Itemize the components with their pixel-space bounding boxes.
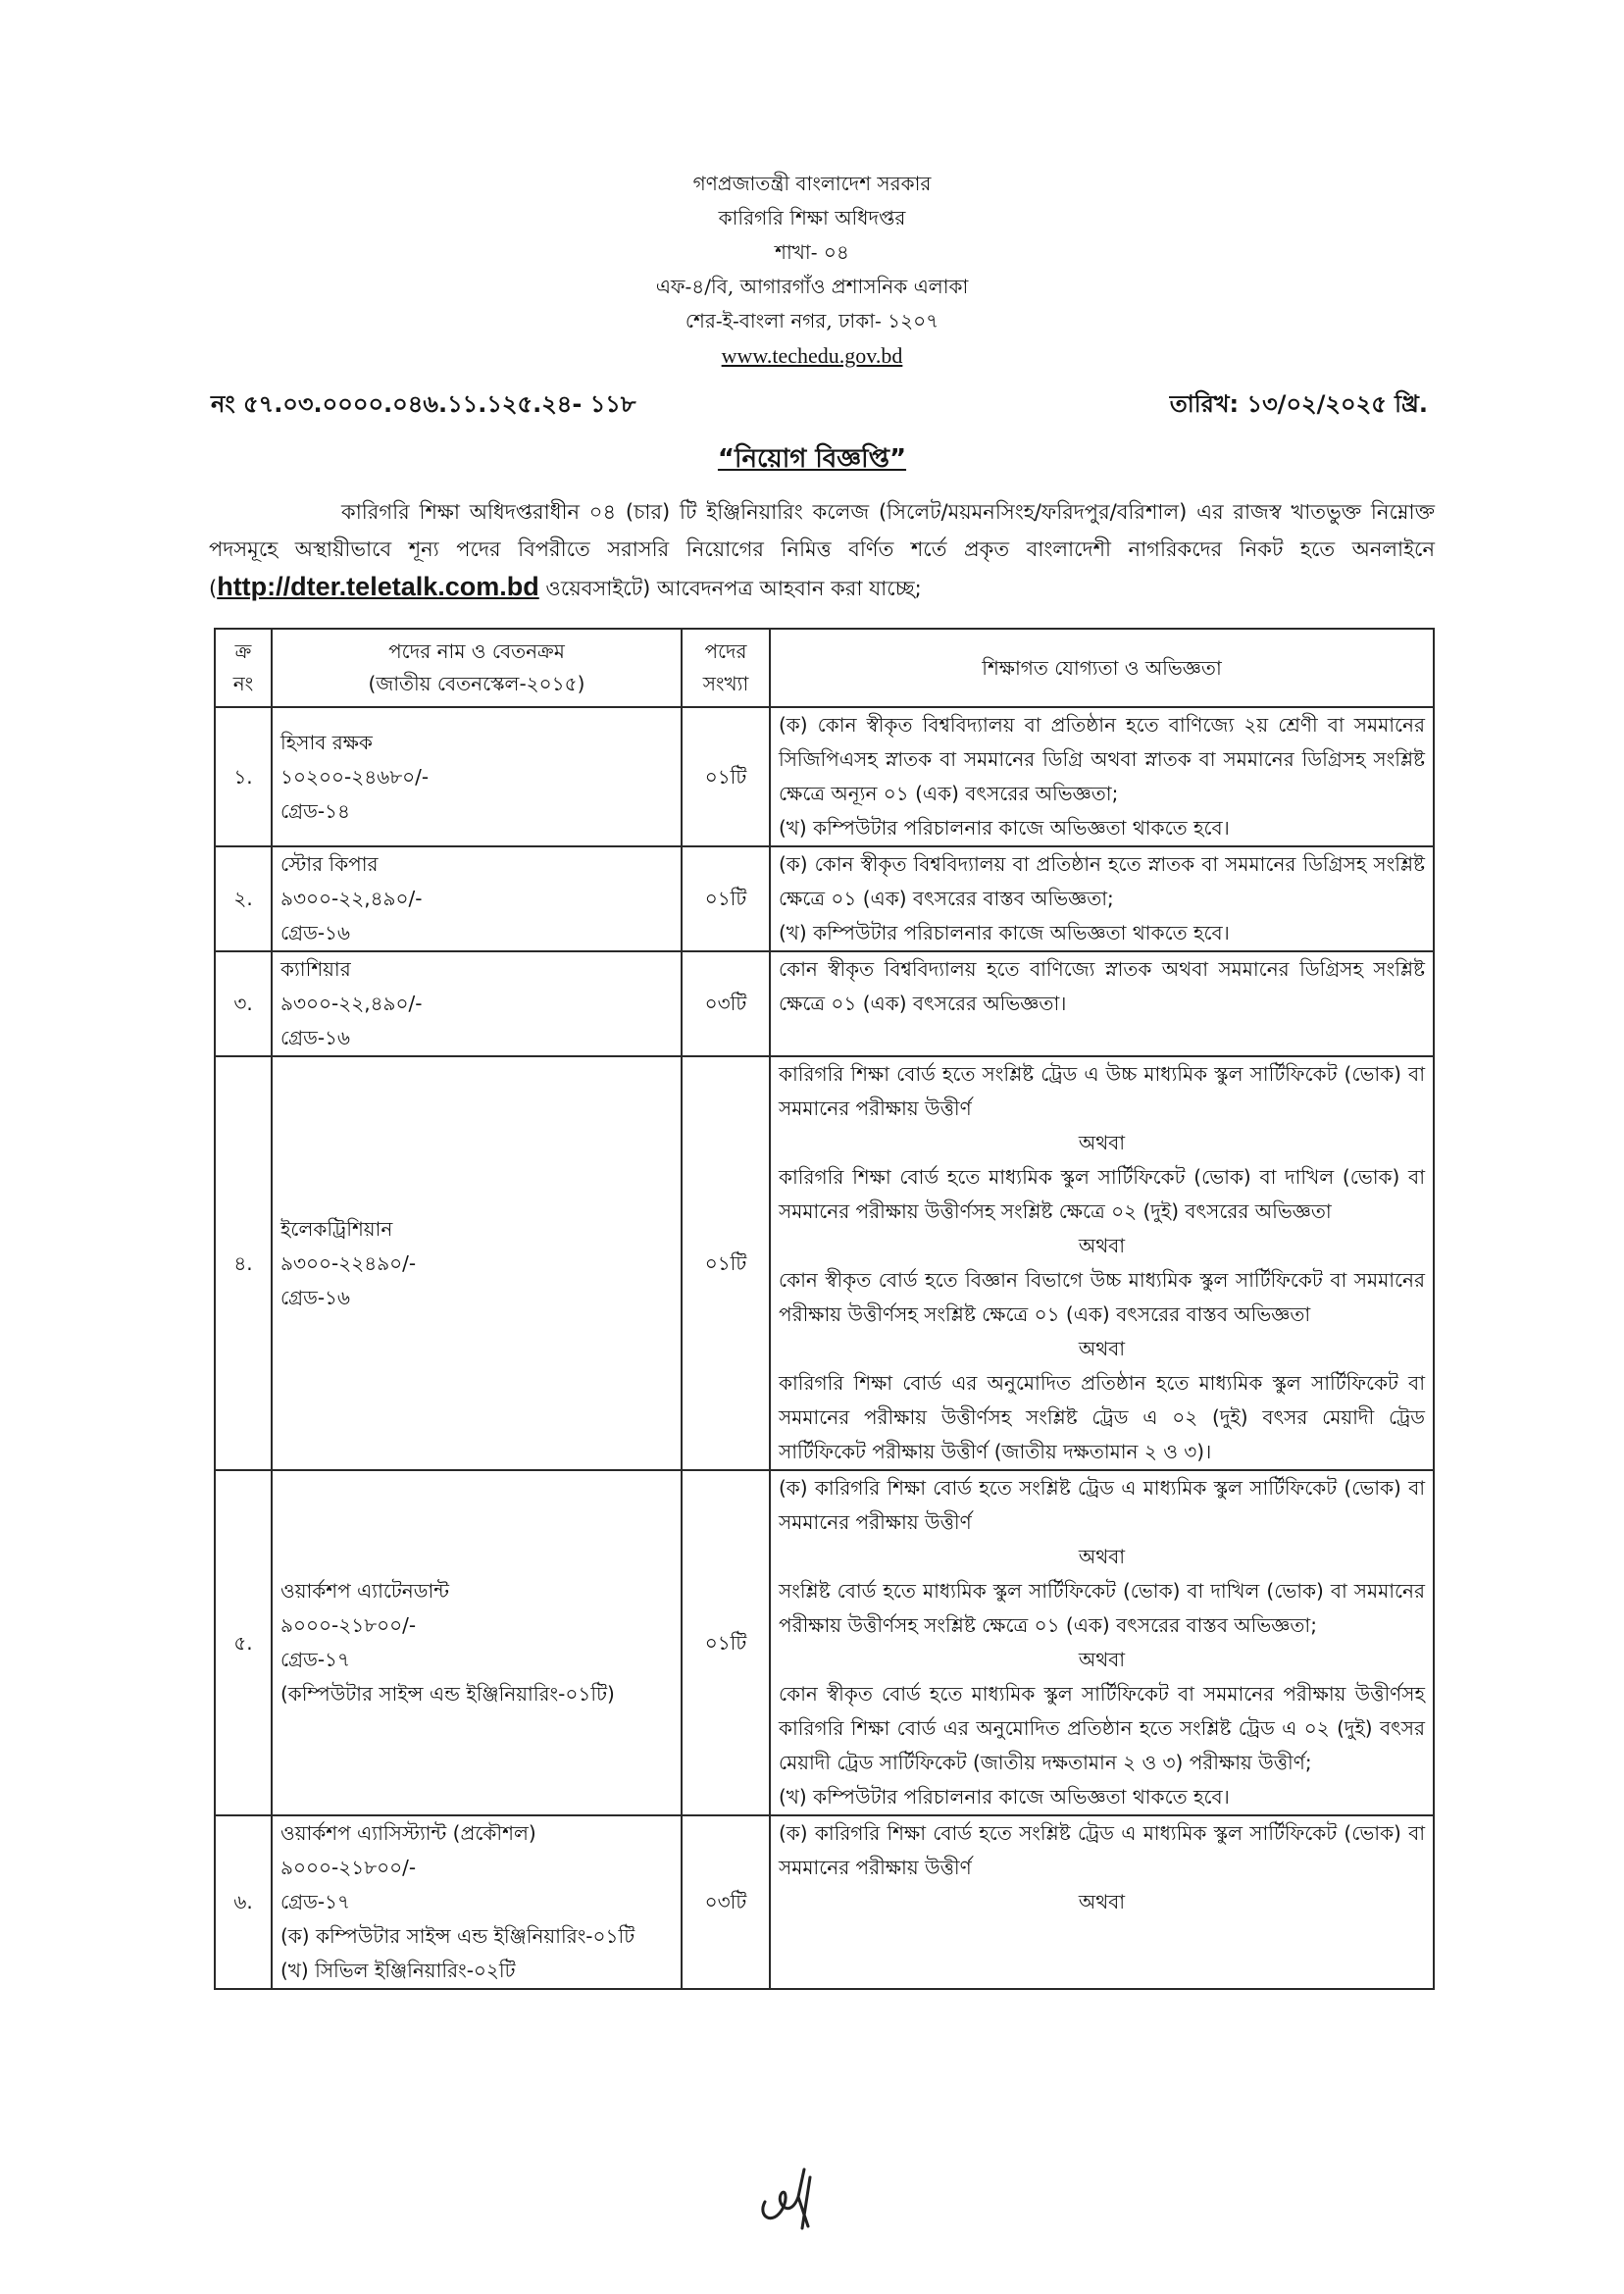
address-line-1: এফ-৪/বি, আগারগাঁও প্রশাসনিক এলাকা [655, 275, 969, 298]
post-grade: গ্রেড-১৪ [280, 798, 350, 823]
post-grade: গ্রেড-১৬ [280, 1026, 351, 1049]
row-serial: ৩. [215, 951, 272, 1056]
row-serial: ৫. [215, 1470, 272, 1815]
post-scale: ৯৩০০-২২৪৯০/- [280, 1250, 417, 1275]
row-post [272, 951, 682, 1056]
qualification-option-2: কারিগরি শিক্ষা বোর্ড হতে মাধ্যমিক স্কুল সার্টিফিকেট (ভোক) বা দাখিল (ভোক) বা সমমানের পরীক্ষায় উত্তীর্ণসহ সংশ্লিষ্ট ক্ষেত্রে ০২ (দুই) বৎসরের অভিজ্ঞতা [779, 1165, 1425, 1223]
header-qualification: শিক্ষাগত যোগ্যতা ও অভিজ্ঞতা [770, 629, 1434, 707]
posts-table [214, 628, 1435, 1990]
header-serial: ক্র নং [215, 629, 272, 707]
row-qualification: কোন স্বীকৃত বিশ্ববিদ্যালয় হতে বাণিজ্যে স্নাতক অথবা সমমানের ডিগ্রিসহ সংশ্লিষ্ট ক্ষেত্রে ০১ (এক) বৎসরের অভিজ্ঞতা। [770, 951, 1434, 1056]
memo-number: নং ৫৭.০৩.০০০০.০৪৬.১১.১২৫.২৪- ১১৮ [211, 390, 636, 418]
row-post [272, 1815, 682, 1989]
post-department-a: (ক) কম্পিউটার সাইন্স এন্ড ইঞ্জিনিয়ারিং-০১টি [280, 1924, 635, 1948]
or-separator: অথবা [1078, 1234, 1126, 1257]
issue-date: তারিখ: ১৩/০২/২০২৫ খ্রি. [1169, 390, 1428, 418]
qualification-option-1: (ক) কারিগরি শিক্ষা বোর্ড হতে সংশ্লিষ্ট ট্রেড এ মাধ্যমিক স্কুল সার্টিফিকেট (ভোক) বা সমমানের পরীক্ষায় উত্তীর্ণ [779, 1476, 1425, 1534]
post-scale: ৯৩০০-২২,৪৯০/- [280, 992, 423, 1015]
row-serial: ২. [215, 846, 272, 951]
table-row [215, 1815, 1434, 1989]
qualification-option-4: কারিগরি শিক্ষা বোর্ড এর অনুমোদিত প্রতিষ্ঠান হতে মাধ্যমিক স্কুল সার্টিফিকেট বা সমমানের পরীক্ষায় উত্তীর্ণসহ সংশ্লিষ্ট ট্রেড এ ০২ (দুই) বৎসর মেয়াদী ট্রেড সার্টিফিকেট পরীক্ষায় উত্তীর্ণ (জাতীয় দক্ষতামান ২ ও ৩)। [779, 1371, 1425, 1463]
table-row [215, 846, 1434, 951]
qualification-b: (খ) কম্পিউটার পরিচালনার কাজে অভিজ্ঞতা থাকতে হবে। [779, 816, 1230, 840]
post-scale: ৯০০০-২১৮০০/- [280, 1613, 417, 1637]
post-grade: গ্রেড-১৭ [280, 1890, 351, 1913]
row-count: ০৩টি [682, 951, 770, 1056]
letterhead [0, 167, 1624, 373]
qualification-b: (খ) কম্পিউটার পরিচালনার কাজে অভিজ্ঞতা থাকতে হবে। [779, 1785, 1230, 1809]
post-name: স্টোর কিপার [280, 852, 379, 876]
qualification-option-3: কোন স্বীকৃত বোর্ড হতে মাধ্যমিক স্কুল সার্টিফিকেট বা সমমানের পরীক্ষায় উত্তীর্ণসহ কারিগরি শিক্ষা বোর্ড এর অনুমোদিত প্রতিষ্ঠান হতে সংশ্লিষ্ট ট্রেড এ ০২ (দুই) বৎসর মেয়াদী ট্রেড সার্টিফিকেট (জাতীয় দক্ষতামান ২ ও ৩) পরীক্ষায় উত্তীর্ণ; [779, 1682, 1425, 1774]
header-post-line1: পদের নাম ও বেতনক্রম [388, 639, 565, 663]
qualification-a: (ক) কোন স্বীকৃত বিশ্ববিদ্যালয় বা প্রতিষ্ঠান হতে বাণিজ্যে ২য় শ্রেণী বা সমমানের সিজিপিএসহ স্নাতক বা সমমানের ডিগ্রি অথবা স্নাতক বা সমমানের ডিগ্রিসহ সংশ্লিষ্ট ক্ষেত্রে অন্যূন ০১ (এক) বৎসরের অভিজ্ঞতা; [779, 713, 1425, 805]
website-link[interactable]: www.techedu.gov.bd [721, 343, 903, 368]
post-grade: গ্রেড-১৭ [280, 1648, 351, 1671]
row-qualification [770, 1056, 1434, 1470]
table-row [215, 707, 1434, 846]
post-scale: ৯০০০-২১৮০০/- [280, 1856, 417, 1879]
department-name: কারিগরি শিক্ষা অধিদপ্তর [718, 206, 906, 229]
qualification-b: (খ) কম্পিউটার পরিচালনার কাজে অভিজ্ঞতা থাকতে হবে। [779, 921, 1230, 944]
intro-text-1: কারিগরি শিক্ষা অধিদপ্তরাধীন ০৪ (চার) টি ইঞ্জিনিয়ারিং কলেজ (সিলেট/ময়মনসিংহ/ফরিদপুর/বরিশাল) এর রাজস্ব খাতভুক্ত নিম্নোক্ত পদসমূহে অস্থায়ীভাবে শূন্য পদের বিপরীতে সরাসরি নিয়োগের নিমিত্ত বর্ণিত শর্তে প্রকৃত বাংলাদেশী নাগরিকদের নিকট হতে অনলাইনে ( [209, 500, 1435, 600]
row-serial: ১. [215, 707, 272, 846]
row-qualification [770, 1815, 1434, 1989]
post-grade: গ্রেড-১৬ [280, 921, 351, 944]
qualification-option-3: কোন স্বীকৃত বোর্ড হতে বিজ্ঞান বিভাগে উচ্চ মাধ্যমিক স্কুল সার্টিফিকেট বা সমমানের পরীক্ষায় উত্তীর্ণসহ সংশ্লিষ্ট ক্ষেত্রে ০১ (এক) বৎসরের বাস্তব অভিজ্ঞতা [779, 1268, 1425, 1326]
header-post-line2: (জাতীয় বেতনস্কেল-২০১৫) [368, 672, 585, 695]
post-grade: গ্রেড-১৬ [280, 1285, 351, 1309]
row-count: ০১টি [682, 846, 770, 951]
table-header-row [215, 629, 1434, 707]
qualification-option-2: সংশ্লিষ্ট বোর্ড হতে মাধ্যমিক স্কুল সার্টিফিকেট (ভোক) বা দাখিল (ভোক) বা সমমানের পরীক্ষায় উত্তীর্ণসহ সংশ্লিষ্ট ক্ষেত্রে ০১ (এক) বৎসরের বাস্তব অভিজ্ঞতা; [779, 1579, 1425, 1637]
post-name: ওয়ার্কশপ এ্যাসিস্ট্যান্ট (প্রকৌশল) [280, 1821, 536, 1845]
table-row [215, 1470, 1434, 1815]
row-qualification [770, 1470, 1434, 1815]
row-count: ০৩টি [682, 1815, 770, 1989]
post-name: ইলেকট্রিশিয়ান [280, 1216, 393, 1241]
handwritten-initial-icon [755, 2158, 834, 2236]
row-post [272, 707, 682, 846]
branch-name: শাখা- ০৪ [775, 240, 849, 264]
post-department: (কম্পিউটার সাইন্স এন্ড ইঞ্জিনিয়ারিং-০১টি) [280, 1682, 615, 1706]
or-separator: অথবা [1078, 1131, 1126, 1154]
or-separator: অথবা [1078, 1648, 1126, 1671]
or-separator: অথবা [1078, 1545, 1126, 1568]
header-post [272, 629, 682, 707]
government-name: গণপ্রজাতন্ত্রী বাংলাদেশ সরকার [692, 172, 932, 195]
row-qualification [770, 846, 1434, 951]
address-line-2: শের-ই-বাংলা নগর, ঢাকা- ১২০৭ [685, 309, 939, 332]
notice-title: “নিয়োগ বিজ্ঞপ্তি” [717, 444, 907, 474]
qualification-option-1: কারিগরি শিক্ষা বোর্ড হতে সংশ্লিষ্ট ট্রেড এ উচ্চ মাধ্যমিক স্কুল সার্টিফিকেট (ভোক) বা সমমানের পরীক্ষায় উত্তীর্ণ [779, 1062, 1425, 1120]
application-link[interactable]: http://dter.teletalk.com.bd [217, 572, 539, 601]
row-post [272, 846, 682, 951]
table-row [215, 951, 1434, 1056]
qualification-option-1: (ক) কারিগরি শিক্ষা বোর্ড হতে সংশ্লিষ্ট ট্রেড এ মাধ্যমিক স্কুল সার্টিফিকেট (ভোক) বা সমমানের পরীক্ষায় উত্তীর্ণ [779, 1821, 1425, 1879]
row-post [272, 1470, 682, 1815]
or-separator: অথবা [1078, 1337, 1126, 1360]
header-count: পদের সংখ্যা [682, 629, 770, 707]
qualification-a: (ক) কোন স্বীকৃত বিশ্ববিদ্যালয় বা প্রতিষ্ঠান হতে স্নাতক বা সমমানের ডিগ্রিসহ সংশ্লিষ্ট ক্ষেত্রে ০১ (এক) বৎসরের বাস্তব অভিজ্ঞতা; [779, 852, 1425, 910]
post-name: ক্যাশিয়ার [280, 957, 351, 981]
row-count: ০১টি [682, 707, 770, 846]
row-qualification [770, 707, 1434, 846]
post-name: হিসাব রক্ষক [280, 730, 373, 754]
row-post [272, 1056, 682, 1470]
post-scale: ১০২০০-২৪৬৮০/- [280, 764, 430, 789]
row-count: ০১টি [682, 1470, 770, 1815]
or-separator: অথবা [1078, 1890, 1126, 1913]
row-serial: ৪. [215, 1056, 272, 1470]
intro-text-2: ওয়েবসাইটে) আবেদনপত্র আহবান করা যাচ্ছে; [538, 577, 922, 600]
intro-paragraph [209, 493, 1435, 607]
post-scale: ৯৩০০-২২,৪৯০/- [280, 887, 423, 910]
table-row [215, 1056, 1434, 1470]
row-count: ০১টি [682, 1056, 770, 1470]
post-department-b: (খ) সিভিল ইঞ্জিনিয়ারিং-০২টি [280, 1959, 516, 1982]
post-name: ওয়ার্কশপ এ্যাটেনডান্ট [280, 1579, 450, 1603]
row-serial: ৬. [215, 1815, 272, 1989]
